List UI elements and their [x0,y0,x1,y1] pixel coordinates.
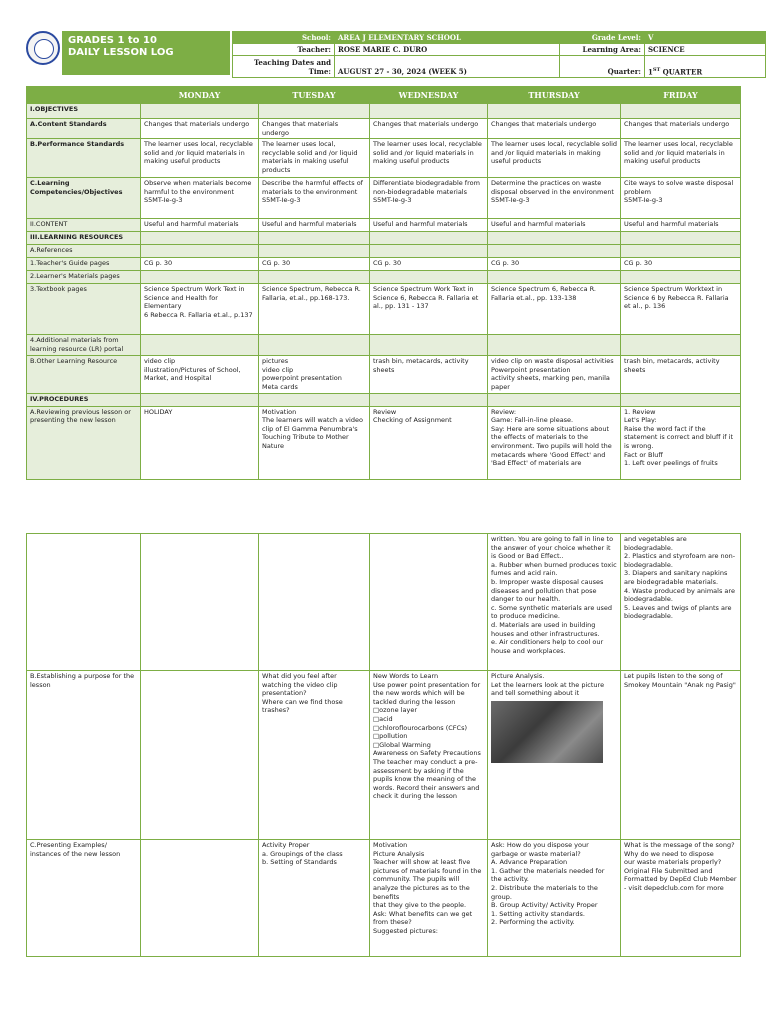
table-row [27,284,741,335]
table-row [27,393,741,406]
row-cell [370,393,488,406]
row-cell: The learner uses local, recyclable solid and /or liquid materials in making useful products [259,139,370,178]
row-cell: Review Checking of Assignment [370,406,488,479]
row-cell: Changes that materials undergo [141,119,259,139]
row-cell: What did you feel after watching the video clip presentation? Where can we find those trashes? [259,671,370,840]
header-blank-cell [27,87,141,104]
row-cell [370,271,488,284]
row-cell [259,534,370,671]
table-row [27,219,741,232]
row-cell [488,671,621,840]
row-cell [370,245,488,258]
row-cell: CG p. 30 [621,258,741,271]
row-label: 1.Teacher's Guide pages [27,258,141,271]
row-label: B.Other Learning Resource [27,356,141,393]
row-cell [259,104,370,119]
teacher-label: Teacher: [233,44,335,56]
row-cell: Motivation Picture Analysis Teacher will show at least five pictures of materials found in the community. The pupils will analyze the pictures as to the benefits that they give to the people. Ask: What benefits can we get from these? Suggested pictures: [370,840,488,957]
school-value: AREA J ELEMENTARY SCHOOL [335,32,560,44]
row-cell [259,335,370,356]
row-cell: Activity Proper a. Groupings of the class b. Setting of Standards [259,840,370,957]
row-label: C.Learning Competencies/Objectives [27,178,141,219]
table-row [27,671,741,840]
row-label: B.Establishing a purpose for the lesson [27,671,141,840]
row-cell [370,335,488,356]
grade-label: Grade Level: [560,32,645,44]
header-info-table [232,31,766,78]
row-cell [488,393,621,406]
table-row [27,335,741,356]
row-cell: Science Spectrum Work Text in Science 6, Rebecca R. Fallaria et al., pp. 131 - 137 [370,284,488,335]
row-cell: Observe when materials become harmful to the environment S5MT-Ie-g-3 [141,178,259,219]
row-cell: CG p. 30 [259,258,370,271]
title-line-1: GRADES 1 to 10 [68,35,157,46]
table-row [27,104,741,119]
row-cell [141,671,259,840]
day-thursday: THURSDAY [488,87,621,104]
row-cell [141,232,259,245]
row-label: II.CONTENT [27,219,141,232]
area-label: Learning Area: [560,44,645,56]
row-cell: The learner uses local, recyclable solid and /or liquid materials in making useful products [621,139,741,178]
row-cell [141,335,259,356]
row-cell [621,232,741,245]
table-row [27,271,741,284]
row-cell: Science Spectrum Work Text in Science and Health for Elementary 6 Rebecca R. Fallaria et.al., p.137 [141,284,259,335]
row-label: IV.PROCEDURES [27,393,141,406]
row-cell: 1. Review Let's Play: Raise the word fact if the statement is correct and bluff if it is wrong. Fact or Bluff 1. Left over peelings of fruits [621,406,741,479]
row-label: I.OBJECTIVES [27,104,141,119]
row-cell: Useful and harmful materials [370,219,488,232]
row-cell: video clip on waste disposal activities Powerpoint presentation activity sheets, marking pen, manila paper [488,356,621,393]
table-row [27,534,741,671]
row-cell: Useful and harmful materials [488,219,621,232]
row-cell [141,245,259,258]
row-cell [488,104,621,119]
picture-analysis-text: Picture Analysis. Let the learners look at the picture and tell something about it [491,672,605,698]
row-cell [621,104,741,119]
teacher-value: ROSE MARIE C. DURO [335,44,560,56]
row-cell [259,245,370,258]
row-cell [141,534,259,671]
row-label: A.References [27,245,141,258]
day-monday: MONDAY [141,87,259,104]
row-label: A.Reviewing previous lesson or presenting the new lesson [27,406,141,479]
row-cell: The learner uses local, recyclable solid and /or liquid materials in making useful products [370,139,488,178]
lesson-plan-table-page-2 [26,533,741,957]
row-cell: Cite ways to solve waste disposal problem S5MT-Ie-g-3 [621,178,741,219]
row-cell [488,245,621,258]
row-label: III.LEARNING RESOURCES [27,232,141,245]
table-row [27,232,741,245]
row-cell: trash bin, metacards, activity sheets [370,356,488,393]
row-cell: Changes that materials undergo [488,119,621,139]
row-cell [370,534,488,671]
day-wednesday: WEDNESDAY [370,87,488,104]
table-row [27,840,741,957]
row-cell: Motivation The learners will watch a video clip of El Gamma Penumbra's Touching Tribute to Mother Nature [259,406,370,479]
row-cell: New Words to Learn Use power point presentation for the new words which will be tackled during the lesson □ozone layer □acid □chloroflourocarbons (CFCs) □pollution □Global Warming Awareness on Safety Precautions The teacher may conduct a pre-assessment by asking if the pupils know the meaning of the words. Record their answers and check it during the lesson [370,671,488,840]
table-row [27,119,741,139]
row-cell [488,232,621,245]
row-cell [621,335,741,356]
table-row [27,356,741,393]
garbage-dump-photo [491,701,603,763]
table-row [27,258,741,271]
row-cell: The learner uses local, recyclable solid and /or liquid materials in making useful products [488,139,621,178]
row-cell: Useful and harmful materials [259,219,370,232]
quarter-value: 1ST QUARTER [645,56,766,78]
row-label: 4.Additional materials from learning resource (LR) portal [27,335,141,356]
row-label [27,534,141,671]
row-cell [488,271,621,284]
day-friday: FRIDAY [621,87,741,104]
row-label: A.Content Standards [27,119,141,139]
row-cell: Science Spectrum, Rebecca R. Fallaria, et.al., pp.168-173. [259,284,370,335]
row-cell: written. You are going to fall in line to the answer of your choice whether it is Good or Bad Effect.. a. Rubber when burned produces toxic fumes and acid rain. b. Improper waste disposal causes diseases and pollution that pose danger to our health. c. Some synthetic materials are used to produce medicine. d. Materials are used in building houses and other infrastructures. e. Air conditioners help to cool our house and workplaces. [488,534,621,671]
row-cell: Determine the practices on waste disposal observed in the environment S5MT-Ie-g-3 [488,178,621,219]
row-cell: Describe the harmful effects of materials to the environment S5MT-Ie-g-3 [259,178,370,219]
quarter-label: Quarter: [560,56,645,78]
row-cell: Science Spectrum 6, Rebecca R. Fallaria et.al., pp. 133-138 [488,284,621,335]
school-label: School: [233,32,335,44]
row-label: 2.Learner's Materials pages [27,271,141,284]
row-cell: Changes that materials undergo [259,119,370,139]
row-cell [141,271,259,284]
table-row [27,178,741,219]
deped-seal-logo [26,31,60,65]
row-label: C.Presenting Examples/ instances of the new lesson [27,840,141,957]
title-line-2: DAILY LESSON LOG [68,47,174,58]
day-tuesday: TUESDAY [259,87,370,104]
row-cell: Useful and harmful materials [621,219,741,232]
row-cell: Differentiate biodegradable from non-biodegradable materials S5MT-Ie-g-3 [370,178,488,219]
lesson-plan-table-page-1 [26,86,741,480]
day-header-row [27,87,741,104]
grade-value: V [645,32,766,44]
row-cell [370,232,488,245]
row-label: B.Performance Standards [27,139,141,178]
row-cell [488,335,621,356]
row-cell: CG p. 30 [370,258,488,271]
row-cell [621,271,741,284]
row-cell: The learner uses local, recyclable solid and /or liquid materials in making useful products [141,139,259,178]
dates-label: Teaching Dates and Time: [233,56,335,78]
row-cell: CG p. 30 [141,258,259,271]
area-value: SCIENCE [645,44,766,56]
header [26,31,740,75]
row-cell: video clip illustration/Pictures of School, Market, and Hospital [141,356,259,393]
row-cell: Changes that materials undergo [370,119,488,139]
row-cell [259,232,370,245]
table-row [27,139,741,178]
row-cell [370,104,488,119]
row-cell [259,393,370,406]
row-cell: and vegetables are biodegradable. 2. Plastics and styrofoam are non-biodegradable. 3. Diapers and sanitary napkins are biodegradable materials. 4. Waste produced by animals are biodegradable. 5. Leaves and twigs of plants are biodegradable. [621,534,741,671]
row-cell: Changes that materials undergo [621,119,741,139]
row-cell [141,393,259,406]
row-cell [141,104,259,119]
dates-value: AUGUST 27 - 30, 2024 (WEEK 5) [335,56,560,78]
row-cell: What is the message of the song? Why do we need to dispose our waste materials properly? Original File Submitted and Formatted by DepEd Club Member - visit depedclub.com for more [621,840,741,957]
row-cell [141,840,259,957]
row-cell: Let pupils listen to the song of Smokey Mountain "Anak ng Pasig" [621,671,741,840]
row-cell: HOLIDAY [141,406,259,479]
row-cell [621,393,741,406]
row-cell: Review: Game: Fall-in-line please. Say: Here are some situations about the effects of materials to the environment. Two pupils will hold the metacards where 'Good Effect' and 'Bad Effect' of materials are [488,406,621,479]
row-cell [621,245,741,258]
row-cell: trash bin, metacards, activity sheets [621,356,741,393]
row-cell [259,271,370,284]
table-row [27,245,741,258]
row-label: 3.Textbook pages [27,284,141,335]
row-cell: pictures video clip powerpoint presentation Meta cards [259,356,370,393]
row-cell: Ask: How do you dispose your garbage or waste material? A. Advance Preparation 1. Gather the materials needed for the activity. 2. Distribute the materials to the group. B. Group Activity/ Activity Proper 1. Setting activity standards. 2. Performing the activity. [488,840,621,957]
document-title [62,31,230,75]
row-cell: Science Spectrum Worktext in Science 6 by Rebecca R. Fallaria et al., p. 136 [621,284,741,335]
table-row [27,406,741,479]
row-cell: CG p. 30 [488,258,621,271]
row-cell: Useful and harmful materials [141,219,259,232]
